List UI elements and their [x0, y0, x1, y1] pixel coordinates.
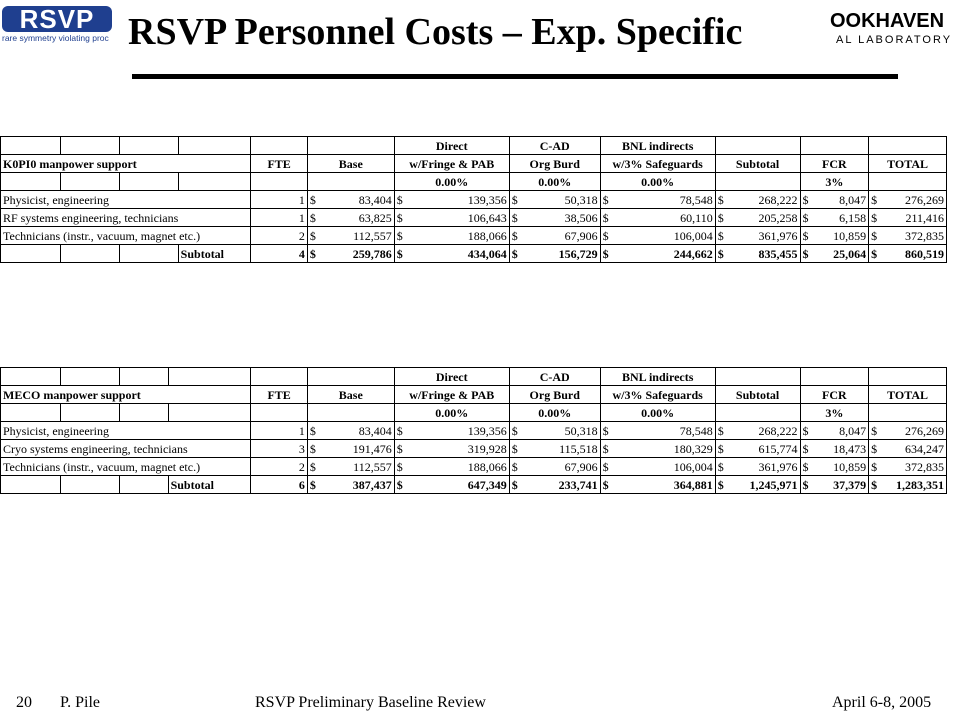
cad-group-header: C-AD [509, 368, 600, 386]
dollar-sign: $ [509, 422, 523, 440]
dollar-sign: $ [509, 227, 523, 245]
dollar-sign: $ [509, 245, 523, 263]
dollar-sign: $ [800, 245, 814, 263]
table-row [1, 422, 947, 440]
title-underline [132, 74, 898, 79]
dollar-sign: $ [800, 476, 814, 494]
dollar-sign: $ [869, 245, 883, 263]
fte-cell: 4 [251, 245, 308, 263]
fcr-cell: 6,158 [814, 209, 869, 227]
total-cell: 276,269 [883, 191, 947, 209]
bnl-rate: 0.00% [600, 173, 715, 191]
table-header-row [1, 155, 947, 173]
dollar-sign: $ [600, 191, 614, 209]
dollar-sign: $ [307, 209, 321, 227]
cad-rate: 0.00% [509, 404, 600, 422]
fte-cell: 1 [251, 422, 308, 440]
slide-number: 20 [16, 694, 32, 711]
base-header: Base [307, 155, 394, 173]
org-cell: 38,506 [523, 209, 600, 227]
table-row [1, 227, 947, 245]
row-label: Physicist, engineering [1, 191, 251, 209]
dollar-sign: $ [869, 458, 883, 476]
row-label: Technicians (instr., vacuum, magnet etc.) [1, 227, 251, 245]
dollar-sign: $ [307, 476, 321, 494]
cad-group-header: C-AD [509, 137, 600, 155]
direct-rate: 0.00% [394, 173, 509, 191]
total-cell: 276,269 [883, 422, 947, 440]
dollar-sign: $ [394, 476, 408, 494]
dollar-sign: $ [307, 227, 321, 245]
dollar-sign: $ [394, 191, 408, 209]
table-row [1, 137, 947, 155]
table-name: K0PI0 manpower support [1, 155, 251, 173]
fringe-cell: 319,928 [408, 440, 509, 458]
fringe-cell: 188,066 [408, 458, 509, 476]
bnl-group-header: BNL indirects [600, 368, 715, 386]
footer-date: April 6-8, 2005 [832, 694, 932, 711]
fringe-header: w/Fringe & PAB [394, 155, 509, 173]
row-label: Technicians (instr., vacuum, magnet etc.) [1, 458, 251, 476]
subtotal-label: Subtotal [168, 476, 251, 494]
dollar-sign: $ [509, 476, 523, 494]
dollar-sign: $ [600, 440, 614, 458]
bnl-group-header: BNL indirects [600, 137, 715, 155]
bnl-logo [830, 10, 960, 50]
fte-cell: 6 [251, 476, 308, 494]
direct-rate: 0.00% [394, 404, 509, 422]
dollar-sign: $ [869, 440, 883, 458]
footer-event: RSVP Preliminary Baseline Review [255, 694, 486, 711]
dollar-sign: $ [869, 227, 883, 245]
fringe-cell: 188,066 [408, 227, 509, 245]
table-rate-row [1, 404, 947, 422]
dollar-sign: $ [800, 458, 814, 476]
dollar-sign: $ [800, 440, 814, 458]
subtotal-label: Subtotal [178, 245, 251, 263]
dollar-sign: $ [800, 227, 814, 245]
k0pi0-cost-table [0, 136, 947, 263]
safeguards-cell: 364,881 [614, 476, 715, 494]
total-cell: 634,247 [883, 440, 947, 458]
dollar-sign: $ [394, 209, 408, 227]
base-cell: 191,476 [322, 440, 395, 458]
fte-cell: 3 [251, 440, 308, 458]
subtotal-cell: 205,258 [729, 209, 800, 227]
table-rate-row [1, 173, 947, 191]
fcr-rate: 3% [800, 404, 869, 422]
table-row [1, 191, 947, 209]
base-cell: 259,786 [322, 245, 395, 263]
dollar-sign: $ [394, 245, 408, 263]
bnl-rate: 0.00% [600, 404, 715, 422]
dollar-sign: $ [600, 227, 614, 245]
fcr-cell: 10,859 [814, 227, 869, 245]
dollar-sign: $ [715, 440, 729, 458]
total-cell: 372,835 [883, 458, 947, 476]
base-cell: 112,557 [322, 227, 395, 245]
base-cell: 112,557 [322, 458, 395, 476]
org-header: Org Burd [509, 155, 600, 173]
fcr-cell: 8,047 [814, 191, 869, 209]
dollar-sign: $ [715, 191, 729, 209]
dollar-sign: $ [869, 209, 883, 227]
org-cell: 115,518 [523, 440, 600, 458]
table-row [1, 440, 947, 458]
org-cell: 233,741 [523, 476, 600, 494]
dollar-sign: $ [307, 440, 321, 458]
meco-cost-table [0, 367, 947, 494]
dollar-sign: $ [715, 209, 729, 227]
subtotal-cell: 1,245,971 [729, 476, 800, 494]
dollar-sign: $ [307, 422, 321, 440]
dollar-sign: $ [307, 458, 321, 476]
total-header: TOTAL [869, 386, 947, 404]
safeguards-cell: 60,110 [614, 209, 715, 227]
fte-header: FTE [251, 386, 308, 404]
base-cell: 387,437 [322, 476, 395, 494]
fringe-cell: 139,356 [408, 191, 509, 209]
subtotal-cell: 835,455 [729, 245, 800, 263]
fte-cell: 1 [251, 191, 308, 209]
bnl-logo-line2: AL LABORATORY [836, 34, 953, 46]
safeguards-cell: 78,548 [614, 422, 715, 440]
base-cell: 83,404 [322, 191, 395, 209]
cad-rate: 0.00% [509, 173, 600, 191]
dollar-sign: $ [800, 209, 814, 227]
fcr-cell: 10,859 [814, 458, 869, 476]
fringe-cell: 106,643 [408, 209, 509, 227]
rsvp-logo [0, 6, 118, 44]
safeguards-cell: 106,004 [614, 458, 715, 476]
subtotal-cell: 268,222 [729, 191, 800, 209]
safeguards-header: w/3% Safeguards [600, 386, 715, 404]
org-cell: 67,906 [523, 458, 600, 476]
fte-cell: 2 [251, 458, 308, 476]
dollar-sign: $ [715, 458, 729, 476]
dollar-sign: $ [800, 422, 814, 440]
dollar-sign: $ [394, 227, 408, 245]
fringe-cell: 647,349 [408, 476, 509, 494]
subtotal-cell: 361,976 [729, 458, 800, 476]
subtotal-cell: 268,222 [729, 422, 800, 440]
table-subtotal-row [1, 245, 947, 263]
fcr-cell: 37,379 [814, 476, 869, 494]
safeguards-cell: 244,662 [614, 245, 715, 263]
footer-author: P. Pile [60, 694, 101, 711]
dollar-sign: $ [509, 209, 523, 227]
safeguards-cell: 78,548 [614, 191, 715, 209]
dollar-sign: $ [600, 476, 614, 494]
table-row [1, 209, 947, 227]
total-cell: 372,835 [883, 227, 947, 245]
total-header: TOTAL [869, 155, 947, 173]
direct-group-header: Direct [394, 137, 509, 155]
dollar-sign: $ [509, 440, 523, 458]
dollar-sign: $ [307, 191, 321, 209]
safeguards-cell: 180,329 [614, 440, 715, 458]
bnl-logo-line1: OOKHAVEN [830, 10, 945, 32]
dollar-sign: $ [869, 191, 883, 209]
total-cell: 211,416 [883, 209, 947, 227]
fcr-rate: 3% [800, 173, 869, 191]
org-cell: 50,318 [523, 191, 600, 209]
subtotal-cell: 615,774 [729, 440, 800, 458]
dollar-sign: $ [394, 422, 408, 440]
dollar-sign: $ [600, 422, 614, 440]
dollar-sign: $ [715, 422, 729, 440]
direct-group-header: Direct [394, 368, 509, 386]
fcr-header: FCR [800, 155, 869, 173]
total-cell: 1,283,351 [883, 476, 947, 494]
subtotal-cell: 361,976 [729, 227, 800, 245]
rsvp-logo-tagline: rare symmetry violating proc [2, 33, 109, 43]
table-name: MECO manpower support [1, 386, 251, 404]
safeguards-header: w/3% Safeguards [600, 155, 715, 173]
dollar-sign: $ [800, 191, 814, 209]
safeguards-cell: 106,004 [614, 227, 715, 245]
fcr-cell: 18,473 [814, 440, 869, 458]
row-label: RF systems engineering, technicians [1, 209, 251, 227]
subtotal-header: Subtotal [715, 155, 800, 173]
dollar-sign: $ [394, 440, 408, 458]
dollar-sign: $ [869, 476, 883, 494]
table-row [1, 458, 947, 476]
rsvp-logo-word: RSVP [2, 6, 112, 32]
dollar-sign: $ [715, 245, 729, 263]
row-label: Cryo systems engineering, technicians [1, 440, 251, 458]
org-cell: 50,318 [523, 422, 600, 440]
fringe-cell: 139,356 [408, 422, 509, 440]
dollar-sign: $ [869, 422, 883, 440]
page-title: RSVP Personnel Costs – Exp. Specific [128, 11, 743, 53]
org-cell: 156,729 [523, 245, 600, 263]
dollar-sign: $ [600, 458, 614, 476]
org-header: Org Burd [509, 386, 600, 404]
fcr-cell: 8,047 [814, 422, 869, 440]
dollar-sign: $ [600, 245, 614, 263]
table-subtotal-row [1, 476, 947, 494]
dollar-sign: $ [394, 458, 408, 476]
base-header: Base [307, 386, 394, 404]
fcr-header: FCR [800, 386, 869, 404]
dollar-sign: $ [715, 476, 729, 494]
row-label: Physicist, engineering [1, 422, 251, 440]
fringe-header: w/Fringe & PAB [394, 386, 509, 404]
table-row [1, 368, 947, 386]
fte-header: FTE [251, 155, 308, 173]
fte-cell: 1 [251, 209, 308, 227]
dollar-sign: $ [715, 227, 729, 245]
base-cell: 63,825 [322, 209, 395, 227]
dollar-sign: $ [307, 245, 321, 263]
dollar-sign: $ [509, 191, 523, 209]
total-cell: 860,519 [883, 245, 947, 263]
base-cell: 83,404 [322, 422, 395, 440]
fringe-cell: 434,064 [408, 245, 509, 263]
org-cell: 67,906 [523, 227, 600, 245]
fte-cell: 2 [251, 227, 308, 245]
fcr-cell: 25,064 [814, 245, 869, 263]
subtotal-header: Subtotal [715, 386, 800, 404]
dollar-sign: $ [600, 209, 614, 227]
table-header-row [1, 386, 947, 404]
dollar-sign: $ [509, 458, 523, 476]
